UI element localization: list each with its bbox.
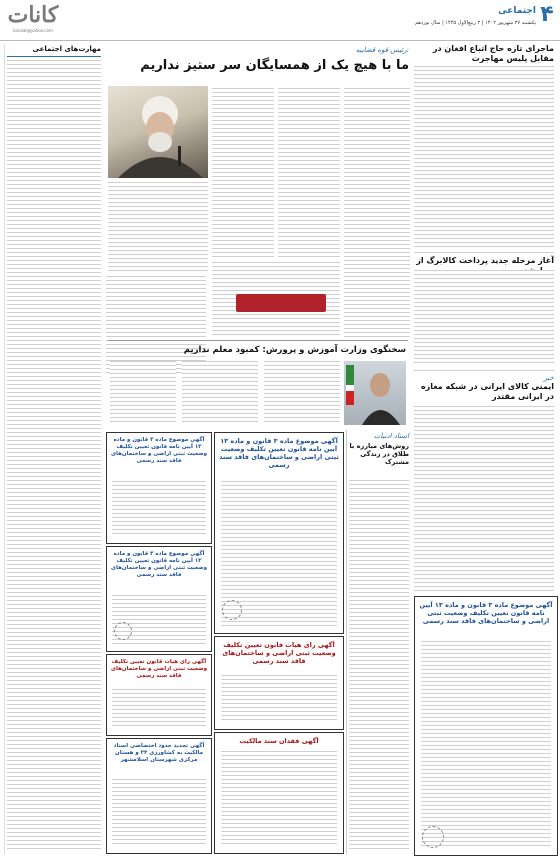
ad-title-4: آگهی موضوع ماده ۳ قانون و ماده ۱۳ آیین نامه قانون تعیین تکلیف وضعیت ثبتی اراضی و ساختمان‌های فاقد سند رسمی (111, 551, 207, 578)
top-story-body-col3 (344, 88, 410, 338)
side-body (349, 480, 409, 850)
masthead-email: kanaat@yahoo.com (13, 28, 53, 33)
right-head-3-kicker: خبر (543, 374, 554, 382)
right-body-3 (414, 406, 554, 592)
ad-stamp-1 (222, 600, 242, 620)
edu-story (108, 340, 408, 427)
top-story-body-col2 (278, 88, 340, 258)
ad-body-3 (221, 675, 337, 723)
ad-body-7 (112, 779, 206, 847)
ad-body-6 (112, 689, 206, 729)
section-name: اجتماعی (498, 6, 536, 16)
ad-stamp-3 (422, 826, 444, 848)
left-column-rule (7, 56, 101, 57)
ad-title-3: آگهی رای هیات قانون تعیین تکلیف وضعیت ثبتی اراضی و ساختمان‌های فاقد سند رسمی (222, 641, 336, 665)
ad-title-6: آگهی رای هیات قانون تعیین تکلیف وضعیت ثبتی اراضی و ساختمان‌های فاقد سند رسمی (111, 659, 207, 679)
page-header (0, 0, 560, 41)
top-story-body-col1 (212, 88, 274, 258)
top-story (108, 44, 413, 84)
right-head-1: ماجرای تازه حاج اتباع افغان در مقابل پلیس مهاجرت (432, 44, 554, 63)
ad-title-7: آگهی تجدید حدود اختصاصی اسناد مالکیت به کشاورزی ۳۴ و هستان مرکزی شهرستان اسلامشهر (113, 743, 205, 763)
ad-stamp-2 (114, 622, 132, 640)
ad-box-7 (106, 738, 212, 854)
left-column (4, 44, 103, 854)
right-head-2: آغاز مرحله جدید پرداخت کالابرگ از (416, 256, 554, 265)
right-column (414, 44, 556, 592)
minister-photo (344, 361, 406, 425)
portrait-figure (108, 86, 208, 178)
ad-body-8 (221, 751, 337, 847)
right-divider-1 (414, 252, 554, 253)
minister-figure (344, 361, 406, 425)
ad-title-5: آگهی موضوع ماده ۳ قانون و ماده ۱۳ آیین نامه قانون تعیین تکلیف وضعیت ثبتی اراضی و ساختمان‌های فاقد سند رسمی (419, 601, 553, 625)
edu-headline: سخنگوی وزارت آموزش و پرورش: کمبود معلم نداریم (183, 345, 406, 355)
top-story-body-col4 (108, 182, 208, 272)
ad-box-5 (414, 596, 558, 856)
dateline: یکشنبه ۲۷ شهریور ۱۴۰۲ | ۲ ربیع‌الاول ۱۴۴۵ | سال نوزدهم (414, 20, 536, 26)
quote-box (236, 294, 326, 312)
left-column-body (7, 60, 101, 850)
ad-title-2: آگهی موضوع ماده ۳ قانون و ماده ۱۳ آیین نامه قانون تعیین تکلیف وضعیت ثبتی اراضی و ساختمان‌های فاقد سند رسمی (111, 437, 207, 464)
left-column-head: مهارت‌های اجتماعی (32, 45, 101, 53)
right-divider-2 (414, 370, 554, 371)
page-number: ۴ (540, 2, 554, 27)
right-body-2 (414, 270, 554, 366)
ad-title-8: آگهی فقدان سند مالکیت (239, 737, 319, 745)
edu-body-2 (182, 361, 258, 423)
edu-body-1 (264, 361, 340, 423)
ad-title-1: آگهی موضوع ماده ۳ قانون و ماده ۱۳ آیین نامه قانون تعیین تکلیف وضعیت ثبتی اراضی و ساختمان‌های فاقد سند رسمی (219, 437, 339, 469)
side-column (346, 430, 411, 854)
ad-box-3 (214, 636, 344, 730)
ad-body-2 (112, 481, 206, 537)
speaker-photo (108, 86, 208, 178)
masthead-logo: کانات (7, 2, 59, 28)
side-kicker: استاد ادبیات (373, 432, 409, 440)
edu-body-3 (110, 361, 176, 423)
ad-box-8 (214, 732, 344, 854)
right-head-3: ایمنی کالای ایرانی در شبکه مغازه در ایرانی مقتدر (420, 382, 554, 401)
right-body-1 (414, 66, 554, 248)
side-head: روش‌های مبارزه با طلاق در زندگی مشترک (349, 442, 409, 466)
top-story-headline: ما با هیچ یک از همسایگان سر ستیز نداریم (140, 58, 409, 73)
ad-box-6 (106, 654, 212, 736)
ad-box-2 (106, 432, 212, 544)
top-story-kicker: رئیس قوه قضاییه: (355, 46, 409, 54)
ad-body-5 (421, 641, 551, 847)
